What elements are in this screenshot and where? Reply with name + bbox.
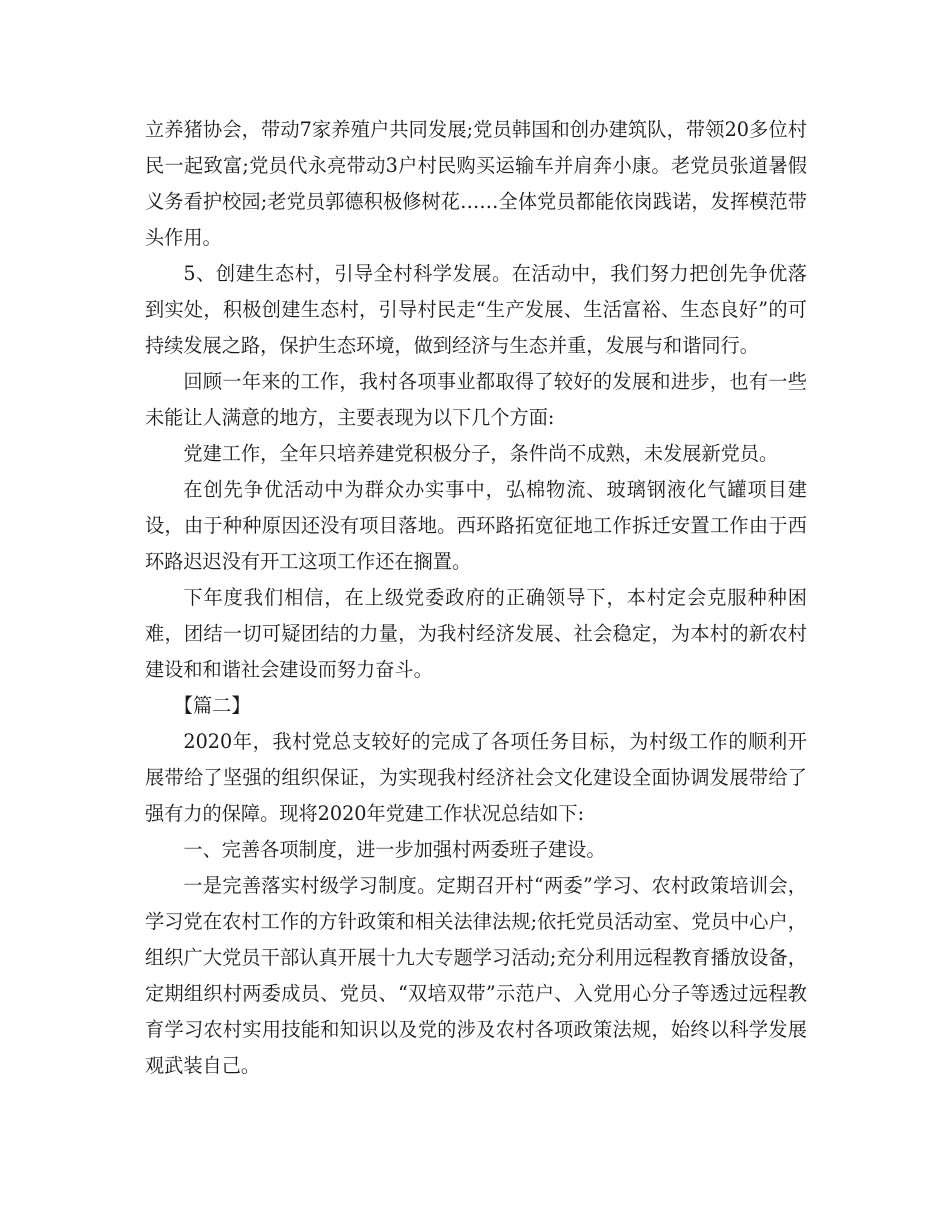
section-heading-part-two: 【篇二】 xyxy=(173,694,251,717)
paragraph-study-system: 一是完善落实村级学习制度。定期召开村“两委”学习、农村政策培训会，学习党在农村工作的方针政策和相关法律法规;依托党员活动室、党员中心户，组织广大党员干部认真开展十九大专题学习活动;充分利用远程教育播放设备，定期组织村两委成员、党员、“双培双带”示范户、入党用心分子等透过远程教育学习农村实用技能和知识以及党的涉及农村各项政策法规，始终以科学发展观武装自己。 xyxy=(145,874,807,1077)
paragraph-next-year: 下年度我们相信，在上级党委政府的正确领导下，本村定会克服种种困难，团结一切可疑团结的力量，为我村经济发展、社会稳定，为本村的新农村建设和和谐社会建设而努力奋斗。 xyxy=(145,586,807,681)
paragraph-2020-summary: 2020年，我村党总支较好的完成了各项任务目标，为村级工作的顺利开展带给了坚强的组织保证，为实现我村经济社会文化建设全面协调发展带给了强有力的保障。现将2020年党建工作状况总结如下: xyxy=(145,730,807,825)
paragraph-ecological-village: 5、创建生态村，引导全村科学发展。在活动中，我们努力把创先争优落到实处，积极创建生态村，引导村民走“生产发展、生活富裕、生态良好”的可持续发展之路，保护生态环境，做到经济与生态并重，发展与和谐同行。 xyxy=(145,262,807,357)
paragraph-projects: 在创先争优活动中为群众办实事中，弘棉物流、玻璃钢液化气罐项目建设，由于种种原因还没有项目落地。西环路拓宽征地工作拆迁安置工作由于西环路迟迟没有开工这项工作还在搁置。 xyxy=(145,478,807,573)
paragraph-continuation: 立养猪协会，带动7家养殖户共同发展;党员韩国和创办建筑队，带领20多位村民一起致富;党员代永亮带动3户村民购买运输车并肩奔小康。老党员张道暑假义务看护校园;老党员郭德积极修树花……全体党员都能依岗践诺，发挥模范带头作用。 xyxy=(145,118,807,249)
paragraph-review: 回顾一年来的工作，我村各项事业都取得了较好的发展和进步，也有一些未能让人满意的地方，主要表现为以下几个方面: xyxy=(145,370,807,429)
paragraph-party-building: 党建工作，全年只培养建党积极分子，条件尚不成熟，未发展新党员。 xyxy=(183,442,779,465)
paragraph-section-one-title: 一、完善各项制度，进一步加强村两委班子建设。 xyxy=(183,838,606,861)
document-page xyxy=(145,112,807,1084)
